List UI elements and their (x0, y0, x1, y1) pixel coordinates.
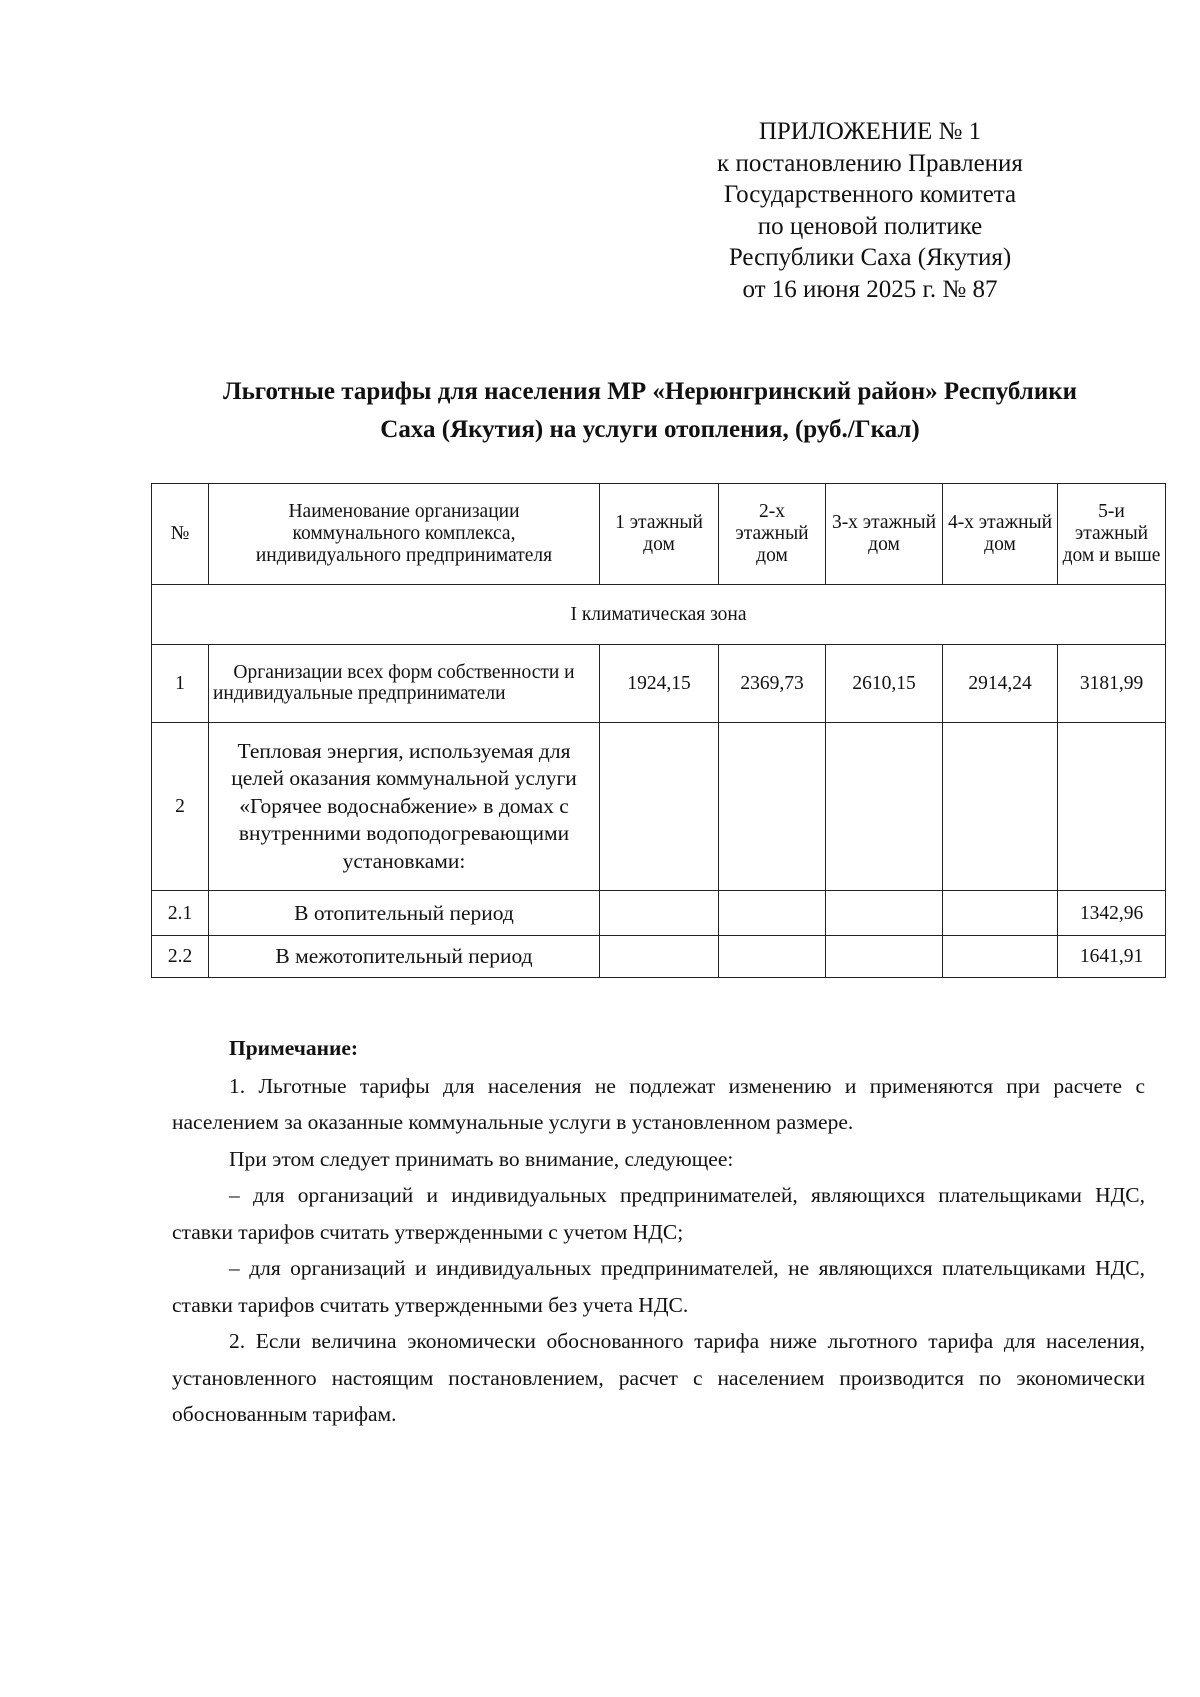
row-value: 2610,15 (826, 645, 943, 723)
notes-section (172, 1030, 1145, 1433)
row-num: 2.2 (152, 936, 209, 978)
note-paragraph: 2. Если величина экономически обоснованного тарифа ниже льготного тарифа для населения, установленного настоящим постановлением, расчет с населением производится по экономически обоснованным тарифам. (172, 1329, 1145, 1426)
note-paragraph: – для организаций и индивидуальных предпринимателей, являющихся плательщиками НДС, ставки тарифов считать утвержденными с учетом НДС; (172, 1183, 1145, 1244)
row-value (600, 891, 719, 936)
appendix-line: от 16 июня 2025 г. № 87 (742, 275, 998, 303)
header-floors-3: 3-х этажный дом (826, 484, 943, 585)
climate-zone-label: I климатическая зона (152, 585, 1166, 645)
row-name: В межотопительный период (209, 936, 600, 978)
header-floors-1: 1 этажный дом (600, 484, 719, 585)
row-value (826, 723, 943, 891)
row-name: В отопительный период (209, 891, 600, 936)
row-name: Организации всех форм собственности и индивидуальные предприниматели (209, 645, 600, 723)
tariff-table (151, 483, 1166, 978)
appendix-line: к постановлению Правления (717, 149, 1023, 177)
document-title-line: Саха (Якутия) на услуги отопления, (руб./Гкал) (380, 416, 920, 443)
appendix-line: Республики Саха (Якутия) (728, 244, 1012, 271)
row-value: 2369,73 (719, 645, 826, 723)
row-value (943, 723, 1058, 891)
row-value (719, 723, 826, 891)
table-row (152, 645, 1166, 723)
table-row (152, 936, 1166, 978)
notes-heading: Примечание: (229, 1036, 359, 1060)
row-value (600, 936, 719, 978)
row-value: 1641,91 (1058, 936, 1166, 978)
row-value (826, 936, 943, 978)
row-value (719, 891, 826, 936)
header-floors-5: 5-и этажный дом и выше (1058, 484, 1166, 585)
row-value (719, 936, 826, 978)
table-row (152, 891, 1166, 936)
document-title-line: Льготные тарифы для населения МР «Нерюнгринский район» Республики (222, 378, 1078, 405)
note-paragraph: – для организаций и индивидуальных предпринимателей, не являющихся плательщиками НДС, ставки тарифов считать утвержденными без учета НДС. (172, 1256, 1145, 1317)
header-floors-4: 4-х этажный дом (943, 484, 1058, 585)
header-floors-2: 2-х этажный дом (719, 484, 826, 585)
row-value: 1342,96 (1058, 891, 1166, 936)
row-value (826, 891, 943, 936)
appendix-header (680, 116, 1060, 305)
note-paragraph: При этом следует принимать во внимание, следующее: (229, 1146, 734, 1171)
row-num: 2 (152, 723, 209, 891)
row-value (943, 936, 1058, 978)
note-paragraph: 1. Льготные тарифы для населения не подлежат изменению и применяются при расчете с населением за оказанные коммунальные услуги в установленном размере. (172, 1073, 1145, 1134)
appendix-line: ПРИЛОЖЕНИЕ № 1 (758, 118, 982, 145)
row-value (1058, 723, 1166, 891)
row-num: 2.1 (152, 891, 209, 936)
header-name: Наименование организации коммунального комплекса, индивидуального предпринимателя (209, 484, 600, 585)
row-value: 1924,15 (600, 645, 719, 723)
row-value: 2914,24 (943, 645, 1058, 723)
header-num: № (152, 484, 209, 585)
table-header-row (152, 484, 1166, 585)
appendix-line: Государственного комитета (723, 181, 1017, 208)
document-title (160, 373, 1140, 449)
row-num: 1 (152, 645, 209, 723)
table-zone-row (152, 585, 1166, 645)
row-name: Тепловая энергия, используемая для целей оказания коммунальной услуги «Горячее водоснабжение» в домах с внутренними водоподогревающими установками: (209, 723, 600, 891)
appendix-line: по ценовой политике (757, 212, 983, 240)
table-row (152, 723, 1166, 891)
row-value: 3181,99 (1058, 645, 1166, 723)
row-value (600, 723, 719, 891)
row-value (943, 891, 1058, 936)
